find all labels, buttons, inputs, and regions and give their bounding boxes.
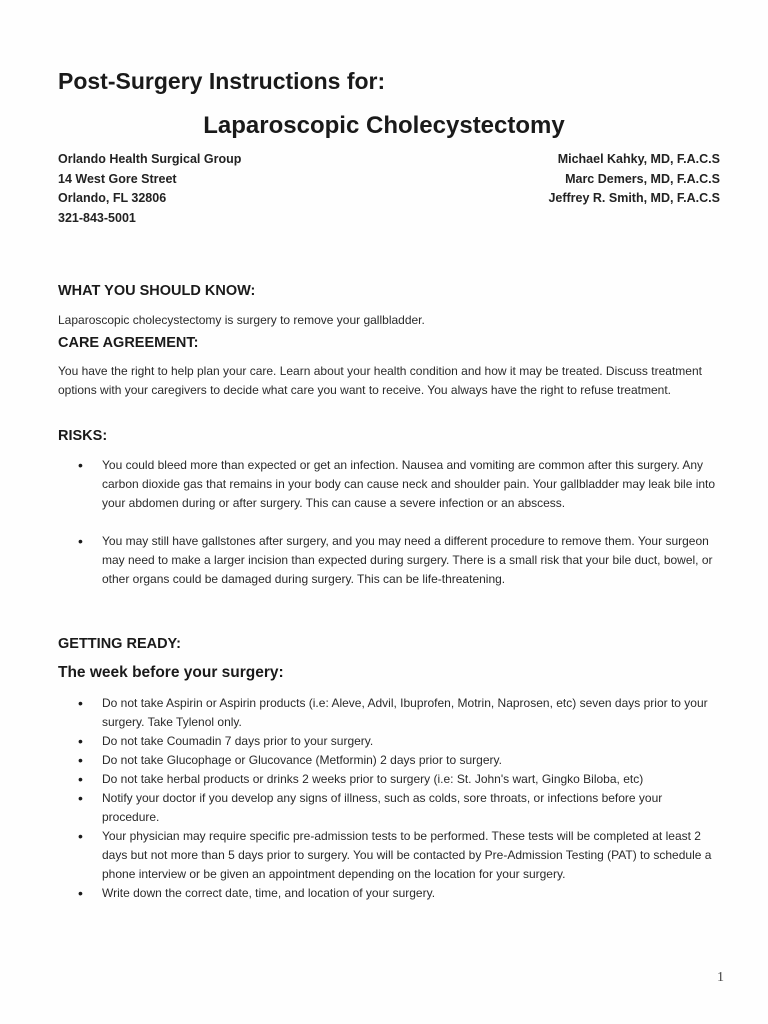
- address-line: 14 West Gore Street: [58, 171, 177, 186]
- page-number: 1: [717, 970, 724, 985]
- list-item: • Notify your doctor if you develop any signs of illness, such as colds, sore throats, or infections before your procedure.: [78, 789, 718, 827]
- page-title: Post-Surgery Instructions for:: [58, 68, 386, 94]
- section-heading-care: CARE AGREEMENT:: [58, 335, 199, 351]
- list-item: • Your physician may require specific pre-admission tests to be performed. These tests will be completed at least 2 days but not more than 5 days prior to surgery. You will be contacted by Pre-Admission Testing (PAT) to schedule a phone interview or be given an appointment depending on the location for your surgery.: [78, 827, 718, 884]
- doctor-name: Michael Kahky, MD, F.A.C.S: [557, 152, 720, 166]
- section-heading-ready: GETTING READY:: [58, 636, 181, 652]
- list-item: • Write down the correct date, time, and location of your surgery.: [78, 884, 718, 903]
- list-item: • Do not take herbal products or drinks 2 weeks prior to surgery (i.e: St. John's wart, Gingko Biloba, etc): [78, 770, 718, 789]
- section-text-care: You have the right to help plan your care. Learn about your health condition and how it may be treated. Discuss treatment options with your caregivers to decide what care you want to receive. You always have the right to refuse treatment.: [58, 364, 702, 397]
- doctor-name: Marc Demers, MD, F.A.C.S: [565, 171, 720, 186]
- address-line: Orlando Health Surgical Group: [58, 152, 242, 166]
- doctor-list: [548, 150, 720, 209]
- address-line: Orlando, FL 32806: [58, 191, 167, 205]
- section-subheading-week: The week before your surgery:: [58, 664, 284, 681]
- ready-list: [78, 694, 718, 903]
- section-heading-know: WHAT YOU SHOULD KNOW:: [58, 283, 256, 299]
- risks-list: [78, 456, 718, 589]
- list-item: • Do not take Coumadin 7 days prior to your surgery.: [78, 732, 718, 751]
- procedure-title: Laparoscopic Cholecystectomy: [203, 112, 565, 139]
- clinic-address: [58, 150, 241, 228]
- list-item: • Do not take Aspirin or Aspirin products (i.e: Aleve, Advil, Ibuprofen, Motrin, Naprosen, etc) seven days prior to your surgery. Take Tylenol only.: [78, 694, 718, 732]
- section-heading-risks: RISKS:: [58, 428, 108, 444]
- phone-number: 321-843-5001: [58, 210, 136, 225]
- list-item: • You may still have gallstones after surgery, and you may need a different procedure to remove them. Your surgeon may need to make a larger incision than expected during surgery. There is a small risk that your bile duct, bowel, or other organs could be damaged during surgery. This can be life-threatening.: [78, 532, 718, 589]
- doctor-name: Jeffrey R. Smith, MD, F.A.C.S: [548, 191, 720, 205]
- list-item: • You could bleed more than expected or get an infection. Nausea and vomiting are common after this surgery. Any carbon dioxide gas that remains in your body can cause neck and shoulder pain. Your gallbladder may leak bile into your abdomen during or after surgery. This can cause a severe infection or an abscess.: [78, 456, 718, 513]
- section-text-know: Laparoscopic cholecystectomy is surgery to remove your gallbladder.: [58, 313, 425, 327]
- list-item: • Do not take Glucophage or Glucovance (Metformin) 2 days prior to surgery.: [78, 751, 718, 770]
